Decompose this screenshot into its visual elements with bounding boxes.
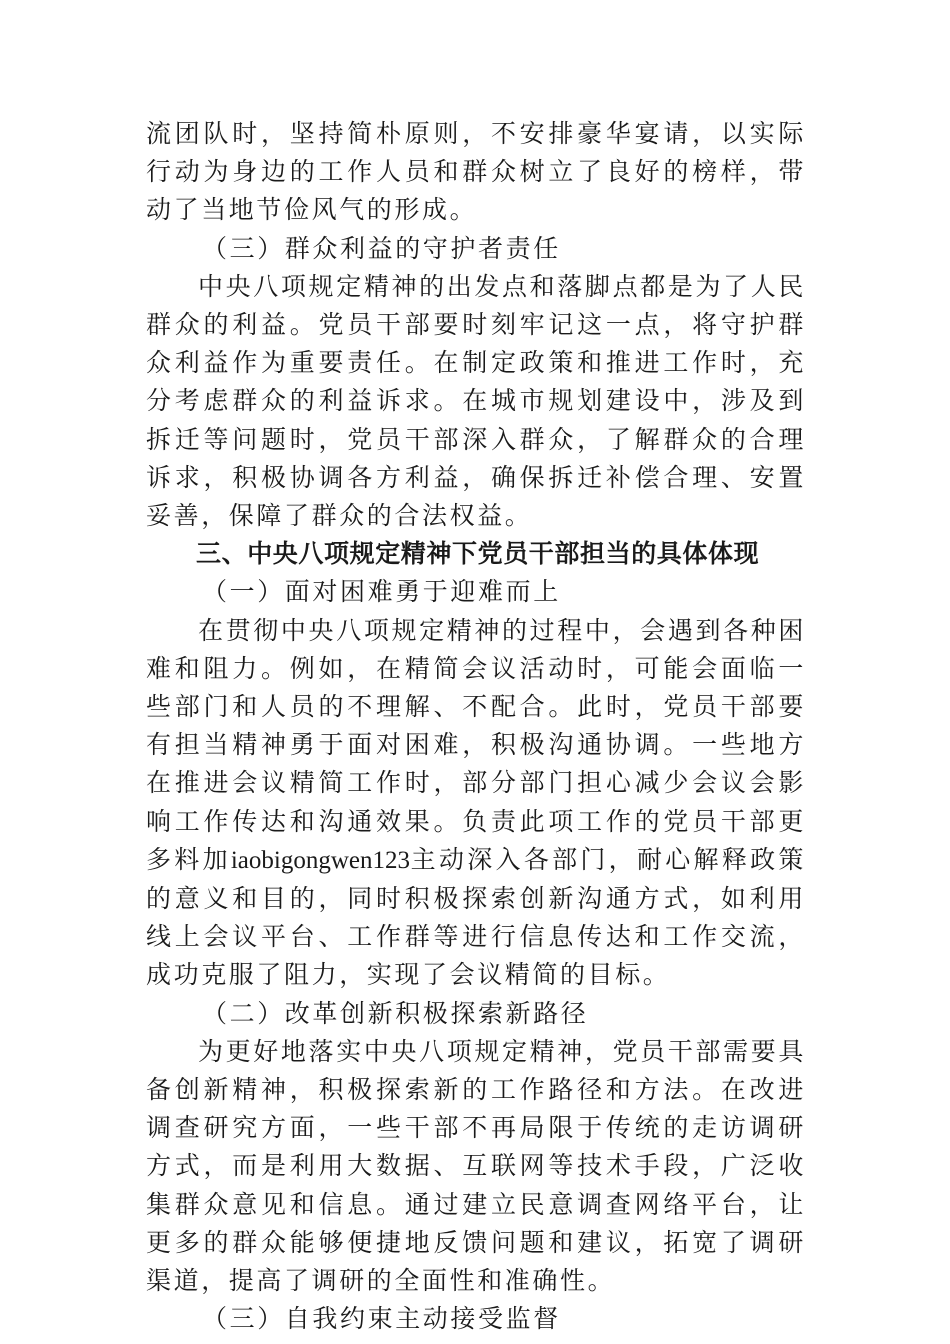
paragraph-innovation: 为更好地落实中央八项规定精神，党员干部需要具备创新精神，积极探索新的工作路径和方法。在改进调查研究方面，一些干部不再局限于传统的走访调研方式，而是利用大数据、互联网等技术手段，广泛收集群众意见和信息。通过建立民意调查网络平台，让更多的群众能够便捷地反馈问题和建议，拓宽了调研渠道，提高了调研的全面性和准确性。 <box>146 1036 806 1296</box>
subheading-3-supervision: （三）自我约束主动接受监督 <box>202 1304 561 1334</box>
document-page <box>146 115 806 1339</box>
paragraph-difficulties <box>146 612 806 995</box>
paragraph-difficulties-latin: iaobigongwen123 <box>230 846 410 874</box>
paragraph-continuation: 流团队时，坚持简朴原则，不安排豪华宴请，以实际行动为身边的工作人员和群众树立了良好的榜样，带动了当地节俭风气的形成。 <box>146 119 806 225</box>
subheading-1: （一）面对困难勇于迎难而上 <box>202 577 561 607</box>
section-heading-3: 三、中央八项规定精神下党员干部担当的具体体现 <box>196 539 760 569</box>
paragraph-difficulties-part-a: 在贯彻中央八项规定精神的过程中，会遇到各种困难和阻力。例如，在精简会议活动时，可能会面临一些部门和人员的不理解、不配合。此时，党员干部要有担当精神勇于面对困难，积极沟通协调。一些地方在推进会议精简工作时，部分部门担心减少会议会影响工作传达和沟通效果。负责此项工作的党员干部更多料加 <box>146 615 806 874</box>
paragraph-difficulties-part-b: 主动深入各部门，耐心解释政策的意义和目的，同时积极探索创新沟通方式，如利用线上会议平台、工作群等进行信息传达和工作交流，成功克服了阻力，实现了会议精简的目标。 <box>146 844 806 990</box>
subheading-3: （三）群众利益的守护者责任 <box>202 233 561 263</box>
subheading-2: （二）改革创新积极探索新路径 <box>202 998 589 1028</box>
paragraph-mass-interests: 中央八项规定精神的出发点和落脚点都是为了人民群众的利益。党员干部要时刻牢记这一点，将守护群众利益作为重要责任。在制定政策和推进工作时，充分考虑群众的利益诉求。在城市规划建设中，涉及到拆迁等问题时，党员干部深入群众，了解群众的合理诉求，积极协调各方利益，确保拆迁补偿合理、安置妥善，保障了群众的合法权益。 <box>146 271 806 531</box>
